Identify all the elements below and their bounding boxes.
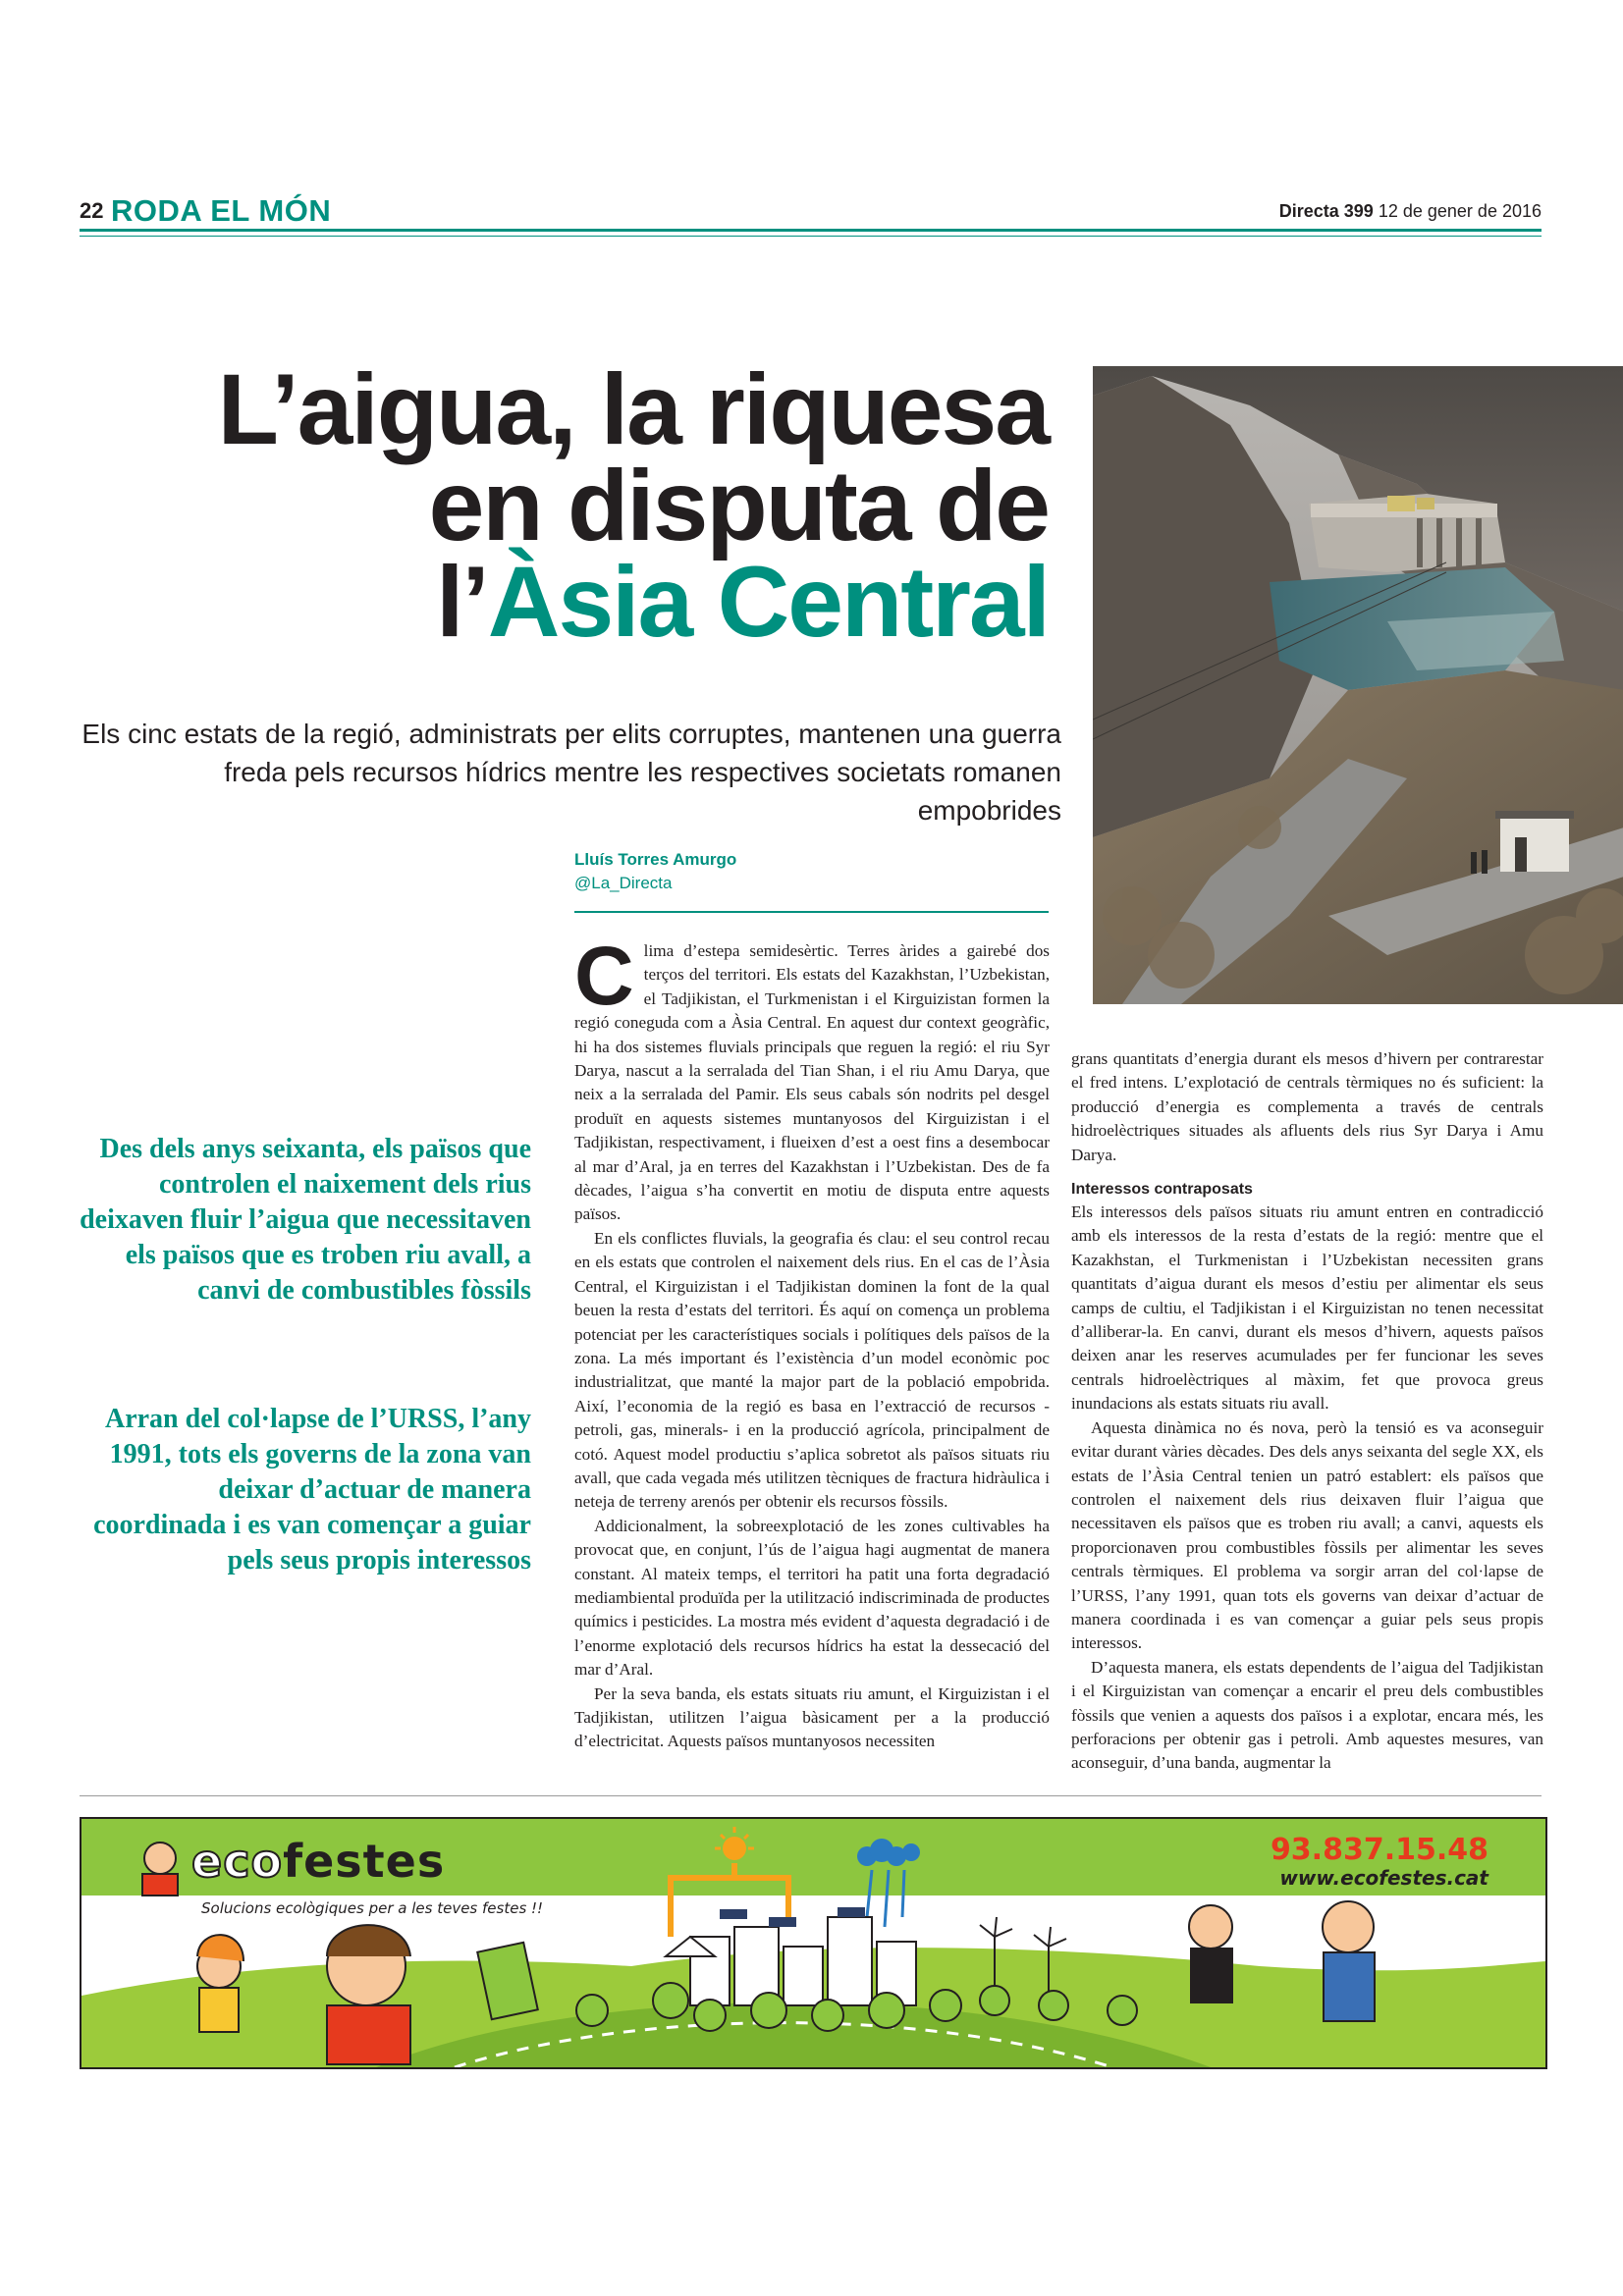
body-paragraph: Clima d’estepa semidesèrtic. Terres àrides a gairebé dos terços del territori. Els estats del Kazakhstan, l’Uzbekistan, el Tadjikistan, el Turkmenistan i el Kirguizistan formen la regió coneguda com a Àsia Central. En aquest dur context geogràfic, hi ha dos sistemes fluvials principals que reguen la regió: el riu Syr Darya, nascut a la serralada del Tian Shan, i el riu Amu Darya, que neix a la serralada del Pamir. Els seus cabals són nodrits pel desgel produït en aquests sistemes muntanyosos del Kirguizistan i el Tadjikistan, respectivament, i flueixen d’est a oest fins a desembocar al mar d’Aral, ja en terres del Kazakhstan i l’Uzbekistan. Des de fa dècades, l’aigua s’ha convertit en motiu de disputa entre aquests països. <box>574 930 1050 1224</box>
body-paragraph: Per la seva banda, els estats situats riu amunt, el Kirguizistan i el Tadjikistan, utilitzen l’aigua bàsicament per a la producció d’electricitat. Aquests països muntanyosos necessiten <box>574 1683 1050 1751</box>
section-title: RODA EL MÓN <box>111 193 332 228</box>
headline-line-3 <box>218 546 1049 658</box>
body-paragraph: Addicionalment, la sobreexplotació de les zones cultivables ha provocat que, en conjunt, l’ús de l’aigua hagi augmentat de manera constant. Al mateix temps, el territori ha patit una forta degradació mediambiental produïda per la utilització indiscriminada de productes químics i pesticides. La mostra més evident d’aquesta degradació i de l’enorme explotació dels recursos hídrics ha estat la dessecació del mar d’Aral. <box>574 1516 1050 1680</box>
logo-festes: festes <box>283 1835 446 1888</box>
headline-line-1: L’aigua, la riquesa <box>217 353 1049 465</box>
dam-photo-illustration <box>1093 366 1623 1004</box>
logo-eco: eco <box>191 1835 284 1888</box>
ad-phone[interactable]: 93.837.15.48 <box>1270 1833 1488 1867</box>
byline-rule <box>574 911 1049 913</box>
ad-website-link[interactable]: www.ecofestes.cat <box>1279 1866 1488 1890</box>
subhead: Els cinc estats de la regió, administrats per elits corruptes, mantenen una guerra freda pels recursos hídrics mentre les respectives societats romanen empobrides <box>81 719 1061 826</box>
pull-quote: Des dels anys seixanta, els països que controlen el naixement dels rius deixaven fluir l’aigua que necessitaven els països que es troben riu avall, a canvi de combustibles fòssils <box>80 1134 531 1306</box>
issue-date: 12 de gener de 2016 <box>1378 201 1542 221</box>
body-paragraph: grans quantitats d’energia durant els mesos d’hivern per contrarestar el fred intens. L’explotació de centrals tèrmiques no és suficient: la producció d’energia es complementa a través de centrals hidroelèctriques situades als afluents dels rius Syr Darya i Amu Darya. <box>1071 1049 1543 1164</box>
author-handle[interactable]: @La_Directa <box>574 874 673 892</box>
headline-line-2: en disputa de <box>428 450 1049 561</box>
pull-quote: Arran del col·lapse de l’URSS, l’any 1991, tots els governs de la zona van deixar d’actuar de manera coordinada i es van començar a guiar pels seus propis interessos <box>93 1404 531 1575</box>
ecofestes-logo <box>191 1835 445 1888</box>
page-number: 22 <box>80 198 104 223</box>
publication-name: Directa 399 <box>1278 201 1374 221</box>
body-subheading: Interessos contraposats <box>1071 1181 1253 1199</box>
body-paragraph: D’aquesta manera, els estats dependents de l’aigua del Tadjikistan i el Kirguizistan van començar a encarir el preu dels combustibles fòssils que venien a aquests dos països i a explotar, encara més, les perforacions per obtenir gas i petroli. Amb aquestes mesures, van aconseguir, d’una banda, augmentar la <box>1071 1657 1543 1773</box>
article-column-2 <box>1071 1047 1543 1776</box>
body-paragraph: En els conflictes fluvials, la geografia és clau: el seu control recau en els estats que controlen el naixement dels rius. En el cas de l’Àsia Central, el Kirguizistan i el Tadjikistan dominen la font de la qual beuen la resta d’estats del territori. És aquí on comença un problema potenciat per les característiques socials i polítiques dels països de la zona. La més important és l’existència d’un model econòmic poc industrialitzat, que manté la major part de la població empobrida. Així, l’economia de la regió es basa en l’extracció de recursos -petroli, gas, minerals- i en la producció agrícola, principalment de cotó. Aquest model productiu s’aplica sobretot als països situats riu avall, que cada vegada més utilitzen tècniques de fractura hidràulica i neteja de terreny arenós per obtenir els recursos fòssils. <box>574 1228 1050 1512</box>
ecofestes-ad[interactable] <box>80 1817 1547 2069</box>
article-column-1 <box>574 930 1050 1754</box>
header-rule <box>80 229 1542 232</box>
author-name: Lluís Torres Amurgo <box>574 850 737 869</box>
masthead <box>1279 201 1542 222</box>
headline-prefix: l’ <box>436 546 488 658</box>
drop-cap: C <box>574 930 634 1022</box>
dam-photo <box>1093 366 1623 1004</box>
body-paragraph: Aquesta dinàmica no és nova, però la tensió es va aconseguir evitar durant vàries dècades. Des dels anys seixanta del segle XX, els estats de l’Àsia Central tenien un patró establert: els països que controlen el naixement dels rius deixaven fluir l’aigua que necessitaven els països que es troben riu avall; a canvi, aquests els proporcionaven prou combustibles fòssils per alimentar les seves centrals tèrmiques. El problema va sorgir arran del col·lapse de l’URSS, l’any 1991, quan tots els governs van deixar d’actuar de manera coordinada i es van començar a guiar pels seus propis interessos. <box>1071 1417 1543 1653</box>
headline-accent: Àsia Central <box>487 546 1049 658</box>
ad-separator <box>80 1795 1542 1796</box>
body-paragraph: Els interessos dels països situats riu amunt entren en contradicció amb els interessos de la resta d’estats de la regió: mentre que el Kazakhstan, el Turkmenistan i l’Uzbekistan necessiten grans quantitats d’aigua durant els mesos d’estiu per alimentar els seus camps de cultiu, el Tadjikistan i el Kirguizistan no tenen necessitat d’alliberar-la. En canvi, durant els mesos d’hivern, aquests països deixen anar les reserves acumulades per fer funcionar les seves centrals hidroelèctriques al màxim, fet que provoca greus inundacions als estats situats riu avall. <box>1071 1202 1543 1414</box>
ad-tagline: Solucions ecològiques per a les teves festes !! <box>201 1899 544 1917</box>
header-rule-thin <box>80 236 1542 237</box>
headline <box>217 353 1049 658</box>
